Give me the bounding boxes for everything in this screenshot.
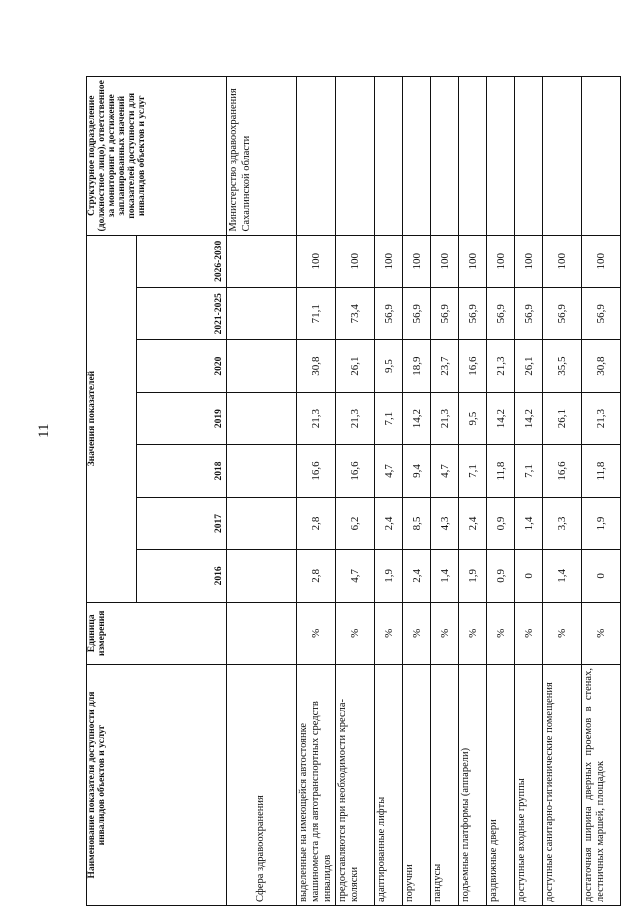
indicator-value: 56,9 bbox=[403, 288, 431, 340]
indicator-value: 56,9 bbox=[487, 288, 515, 340]
section-empty-cell bbox=[227, 288, 297, 340]
indicator-name: достаточная ширина дверных проемов в стенах, лестничных маршей, площадок bbox=[582, 665, 621, 906]
section-empty-cell bbox=[227, 445, 297, 497]
indicator-value: 1,9 bbox=[459, 550, 487, 602]
indicator-value: 100 bbox=[487, 235, 515, 288]
indicator-value: 0,9 bbox=[487, 550, 515, 602]
indicator-value: 56,9 bbox=[582, 288, 621, 340]
indicator-value: 56,9 bbox=[375, 288, 403, 340]
indicator-value: 35,5 bbox=[543, 340, 582, 392]
indicator-name: адаптированные лифты bbox=[375, 665, 403, 906]
indicator-value: 21,3 bbox=[582, 392, 621, 444]
header-year: 2017 bbox=[137, 497, 227, 549]
indicator-value: 100 bbox=[297, 235, 336, 288]
responsible-empty-cell bbox=[297, 77, 336, 236]
indicator-value: 0,9 bbox=[487, 497, 515, 549]
indicator-value: 16,6 bbox=[543, 445, 582, 497]
indicator-value: 14,2 bbox=[487, 392, 515, 444]
indicator-unit: % bbox=[431, 602, 459, 664]
indicator-value: 56,9 bbox=[431, 288, 459, 340]
header-unit: Единица измерения bbox=[87, 602, 227, 664]
indicator-value: 8,5 bbox=[403, 497, 431, 549]
indicator-value: 73,4 bbox=[336, 288, 375, 340]
indicator-value: 100 bbox=[431, 235, 459, 288]
header-year: 2026-2030 bbox=[137, 235, 227, 288]
page-number: 11 bbox=[36, 423, 52, 438]
indicator-value: 56,9 bbox=[459, 288, 487, 340]
indicator-value: 26,1 bbox=[543, 392, 582, 444]
indicator-value: 0 bbox=[515, 550, 543, 602]
responsible-empty-cell bbox=[543, 77, 582, 236]
header-values-group: Значения показателей bbox=[87, 235, 137, 602]
indicator-value: 100 bbox=[515, 235, 543, 288]
indicator-value: 16,6 bbox=[297, 445, 336, 497]
indicator-value: 4,7 bbox=[431, 445, 459, 497]
indicator-unit: % bbox=[515, 602, 543, 664]
indicator-value: 14,2 bbox=[403, 392, 431, 444]
indicator-unit: % bbox=[582, 602, 621, 664]
indicator-value: 2,8 bbox=[297, 497, 336, 549]
responsible-empty-cell bbox=[431, 77, 459, 236]
indicator-value: 11,8 bbox=[487, 445, 515, 497]
section-empty-cell bbox=[227, 340, 297, 392]
indicator-unit: % bbox=[543, 602, 582, 664]
indicator-value: 100 bbox=[375, 235, 403, 288]
indicator-value: 2,4 bbox=[375, 497, 403, 549]
indicator-value: 100 bbox=[582, 235, 621, 288]
indicator-value: 18,9 bbox=[403, 340, 431, 392]
header-year: 2021-2025 bbox=[137, 288, 227, 340]
indicator-value: 21,3 bbox=[336, 392, 375, 444]
responsible-empty-cell bbox=[582, 77, 621, 236]
indicator-value: 1,4 bbox=[543, 550, 582, 602]
indicator-value: 1,4 bbox=[515, 497, 543, 549]
indicator-unit: % bbox=[403, 602, 431, 664]
responsible-empty-cell bbox=[336, 77, 375, 236]
indicator-unit: % bbox=[487, 602, 515, 664]
table-row bbox=[515, 77, 543, 906]
table-row bbox=[336, 77, 375, 906]
indicator-value: 7,1 bbox=[515, 445, 543, 497]
header-row-1 bbox=[87, 77, 137, 906]
table-row bbox=[543, 77, 582, 906]
indicator-value: 1,4 bbox=[431, 550, 459, 602]
indicator-value: 100 bbox=[336, 235, 375, 288]
table-row bbox=[431, 77, 459, 906]
header-year: 2018 bbox=[137, 445, 227, 497]
indicator-value: 0 bbox=[582, 550, 621, 602]
indicator-name: предоставляются при необходимости кресла-коляски bbox=[336, 665, 375, 906]
indicator-unit: % bbox=[375, 602, 403, 664]
indicator-value: 30,8 bbox=[297, 340, 336, 392]
indicator-value: 100 bbox=[543, 235, 582, 288]
table-row bbox=[403, 77, 431, 906]
responsible-empty-cell bbox=[459, 77, 487, 236]
responsible-empty-cell bbox=[487, 77, 515, 236]
indicator-value: 56,9 bbox=[543, 288, 582, 340]
indicator-value: 23,7 bbox=[431, 340, 459, 392]
section-name: Сфера здравоохранения bbox=[227, 665, 297, 906]
indicator-value: 9,4 bbox=[403, 445, 431, 497]
indicator-name: подъемные платформы (аппарели) bbox=[459, 665, 487, 906]
section-responsible: Министерство здравоохранения Сахалинской области bbox=[227, 77, 297, 236]
indicator-value: 26,1 bbox=[336, 340, 375, 392]
responsible-empty-cell bbox=[403, 77, 431, 236]
indicator-value: 1,9 bbox=[582, 497, 621, 549]
indicator-value: 9,5 bbox=[459, 392, 487, 444]
indicator-value: 21,3 bbox=[297, 392, 336, 444]
table-row bbox=[582, 77, 621, 906]
section-empty-cell bbox=[227, 497, 297, 549]
indicator-value: 1,9 bbox=[375, 550, 403, 602]
table-row bbox=[297, 77, 336, 906]
rotated-table-container bbox=[86, 76, 608, 906]
header-responsible: Структурное подразделение (должностное лицо), ответственное за мониторинг и достижение запланированных значений показателей доступности для инвалидов объектов и услуг bbox=[87, 77, 227, 236]
table-row bbox=[487, 77, 515, 906]
responsible-empty-cell bbox=[375, 77, 403, 236]
indicator-name: пандусы bbox=[431, 665, 459, 906]
indicator-name: доступные входные группы bbox=[515, 665, 543, 906]
indicator-value: 11,8 bbox=[582, 445, 621, 497]
section-empty-cell bbox=[227, 550, 297, 602]
indicator-value: 2,4 bbox=[459, 497, 487, 549]
indicator-name: выделенные на имеющейся автостоянке машиноместа для автотранспортных средств инвалидов bbox=[297, 665, 336, 906]
indicator-value: 2,8 bbox=[297, 550, 336, 602]
header-year: 2020 bbox=[137, 340, 227, 392]
header-name: Наименование показателя доступности для инвалидов объектов и услуг bbox=[87, 665, 227, 906]
indicator-value: 9,5 bbox=[375, 340, 403, 392]
indicator-value: 100 bbox=[403, 235, 431, 288]
indicator-value: 16,6 bbox=[336, 445, 375, 497]
indicator-value: 16,6 bbox=[459, 340, 487, 392]
indicator-value: 14,2 bbox=[515, 392, 543, 444]
indicator-unit: % bbox=[336, 602, 375, 664]
indicator-value: 7,1 bbox=[459, 445, 487, 497]
indicator-unit: % bbox=[297, 602, 336, 664]
indicator-value: 4,7 bbox=[336, 550, 375, 602]
indicator-value: 4,3 bbox=[431, 497, 459, 549]
indicator-name: раздвижные двери bbox=[487, 665, 515, 906]
indicator-value: 30,8 bbox=[582, 340, 621, 392]
indicator-value: 71,1 bbox=[297, 288, 336, 340]
indicator-value: 100 bbox=[459, 235, 487, 288]
table-row bbox=[375, 77, 403, 906]
header-year: 2019 bbox=[137, 392, 227, 444]
indicator-value: 6,2 bbox=[336, 497, 375, 549]
indicator-name: поручни bbox=[403, 665, 431, 906]
indicator-value: 3,3 bbox=[543, 497, 582, 549]
section-unit-empty bbox=[227, 602, 297, 664]
header-year: 2016 bbox=[137, 550, 227, 602]
section-empty-cell bbox=[227, 235, 297, 288]
indicator-unit: % bbox=[459, 602, 487, 664]
indicator-value: 21,3 bbox=[487, 340, 515, 392]
indicators-table bbox=[86, 76, 621, 906]
responsible-empty-cell bbox=[515, 77, 543, 236]
table-row bbox=[459, 77, 487, 906]
indicator-name: доступные санитарно-гигиенические помещения bbox=[543, 665, 582, 906]
indicator-value: 56,9 bbox=[515, 288, 543, 340]
indicator-value: 4,7 bbox=[375, 445, 403, 497]
indicator-value: 2,4 bbox=[403, 550, 431, 602]
indicator-value: 21,3 bbox=[431, 392, 459, 444]
section-empty-cell bbox=[227, 392, 297, 444]
indicator-value: 26,1 bbox=[515, 340, 543, 392]
section-row bbox=[227, 77, 297, 906]
indicator-value: 7,1 bbox=[375, 392, 403, 444]
